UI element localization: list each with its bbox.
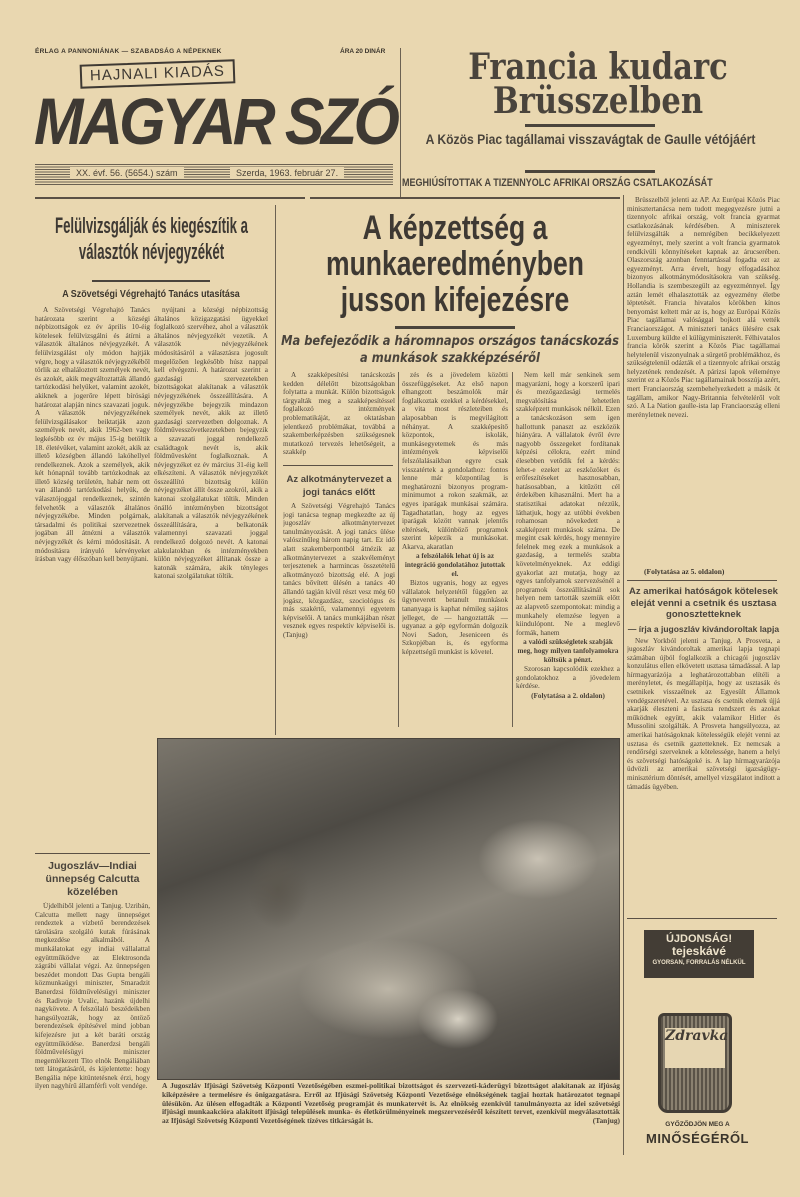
divider (627, 580, 777, 581)
price: ÁRA 20 DINÁR (340, 48, 386, 55)
divider (400, 48, 401, 198)
constitution-body: A Szövetségi Végrehajtó Tanács jogi tanácsa tegnap megkezdte az új jugoszláv alkotmánytervezet tanulmányozását. A jogi tanács ülése valószínűleg három napig tart. Ez idő alatt szakemberpontból átnézik az alkotmánytervezet a szakvéleményt terjesztenek a harmincas összetételű alkotmányozó bizottság elé. A jogi tanács bővített ülésén a tanács 40 állandó tagján kívül részt vesz még 60 jogász, közgazdász, szociológus és más szakértő, valamennyi egyetem képviselői. A tanács munkájában részt vesznek egyes respektív képviselői is. (Tanjug) (283, 502, 395, 639)
left-article-body-2: nyújtani a községi népbizottság általános közigazgatási ügyekkel foglalkozó szervéhez, ahol a választók általános névjegyzékét vezetik. A választók névjegyzékének módosításáról a választásra jogosult megelőzően legkésőbb húsz nappal kell elvégezni. A határozat szerint a gazdasági szervezetekben bizottságokat alakítanak a választók névjegyzékének összeállítására. A névjegyzékbe bejegyzik mindazon személyek nevét, akik az illető gazdasági szervezetben dolgoznak. A földművesszövetkezetekben bejegyzik a szavazati joggal rendelkező családtagok nevét is, akik földművesként foglalkoznak. A névjegyzéket ez év március 31-éig kell elkészíteni. A választók névjegyzékét összeállító bizottság külön névjegyzéket állít össze azokról, akik a katonai szolgálatukat töltik. Minden önálló intézményben bizottságot alakítanak a választók névjegyzékének összeállítására, a belkatonák valamennyi szavazati joggal rendelkező dolgozó nevét. A katonai alakulatokban és intézményekben külön névjegyzéket állítanak össze a katonák számára, akik tényleges katonai szolgálatukat töltik. (154, 306, 268, 581)
left-article-body-1: A Szövetségi Végrehajtó Tanács határozata szerint a községi népbizottságok ez év április 10-éig kötelesek felülvizsgálni és átírni a választók általános névjegyzékét. A felülvizsgálást oly módon hajtják végre, hogy a választók névjegyzékéből törlik az elhaláloztott személyek nevét, és azokét, akik megváltoztatták állandó tartózkodási helyüket, valamint azokét, akiknek a jogerőre lépett bírósági határozat alapján nincs szavazati joguk. A választók névjegyzékének felülvizsgálásakor beiktatják azon személyek nevét, akik 1962-ben vagy legkésőbb ez év május 15-ig betöltik 18. életévüket, valamint azokét, akik az illető községben állandó lakóhellyel rendelkeznek. Azok a személyek, akik két hónapnál tovább tartózkodnak az illető község területén, habár nem ott van állandó tartózkodási helyük, de választójoggal rendelkeznek, szintén felvehetők a választók általános névjegyzékébe. Minden polgárnak, társadalmi és politikai szervezetnek jogában áll átnézni a választók névjegyzékét és kérni módosítását. A módosításra irányuló kérvényeket írásban vagy élőszóban kell benyújtani. (35, 306, 150, 564)
ad-bubble: ÚJDONSÁG! tejeskávé GYORSAN, FORRALÁS NÉLKÜL (644, 930, 754, 978)
lead-subheadline: A Közös Piac tagállamai visszavágtak de Gaulle vétójáért (425, 132, 756, 147)
divider (398, 372, 399, 727)
masthead-tagline: ÉRLAG A PANNONIÁNAK — SZABADSÁG A NÉPEKNEK (35, 48, 222, 55)
divider (92, 280, 210, 282)
divider (35, 197, 305, 199)
caption-credit: (Tanjug) (592, 1116, 620, 1126)
us-article (627, 586, 780, 916)
center-col-2: zés és a jövedelem közötti összefüggéseket. Az első napon elhangzott beszámolók már foglalkoztak ezekkel a kérdésekkel, a vita most részleteiben és alaposabban is megvilágított néhányat. A szakképesítő központok, iskolák, munkásegyetemek és más intézmények képviselői felszólalásaikban egyre csak visszatértek a gondolathoz: fontos lenne már központilag is meghatározni bizonyos program-minimumot a rokon szakmák, az egyes iparágak munkásai számára. Tagadhatatlan, hogy az egyes iparágak között vannak jelentős eltérések, különböző programok szerint képezik a munkásokat. Akarva, akaratlan a felszólalók lehat új is az integráció gondolatához jutottak el. Biztos ugyanis, hogy az egyes vállalatok helyzetétől függően az ügyneverett betanult munkások tananyaga is kaphat némileg sajátos jelleget, de — hangoztatták — ugyanaz a gép egyformán dolgozik Novi Sadon, Jeseniceen és Szkopjéban is, és egyforma képzettségű munkást is követel. (402, 371, 508, 656)
lead-headline: Francia kudarc Brüsszelben (468, 46, 728, 122)
issue-number: XX. évf. 56. (5654.) szám (70, 167, 184, 179)
lead-kicker: MEGHIÚSÍTOTTAK A TIZENNYOLC AFRIKAI ORSZÁG CSATLAKOZÁSÁT (402, 177, 713, 189)
constitution-article (283, 473, 395, 727)
ad-tagline: GYŐZŐDJÖN MEG A (665, 1121, 730, 1128)
ad-quality: MINŐSÉGÉRŐL (645, 1131, 749, 1146)
edition-stamp: HAJNALI KIADÁS (80, 59, 236, 88)
lead-continued: (Folytatása az 5. oldalon) (644, 567, 725, 576)
us-article-subheadline: — írja a jugoszláv kivándoroltak lapja (627, 623, 780, 634)
constitution-headline: Az alkotmánytervezet a jogi tanács előtt (286, 474, 392, 498)
center-col-1: A szakképesítési tanácskozás kedden délelőtt bizottságokban folytatta a munkát. Külön bizottságok tárgyalták meg a szakképesítéssel foglalkozó intézmények problematikáját, az oktatásban jelentkező problémákat, továbbá a szakemberképzésben szükségesnek mutatkozó tervezés lehetőségeit, a szakkép (283, 371, 395, 457)
divider (275, 205, 276, 735)
india-article-headline: Jugoszláv—Indiai ünnepség Calcutta közelében (45, 860, 140, 898)
divider (525, 170, 655, 173)
divider (623, 195, 624, 1155)
us-article-body: New Yorkból jelenti a Tanjug. A Prosveta, a jugoszláv kivándoroltak amerikai lapja tegnapi számában újból foglalkozik a chicagói jugoszláv konzulátus ellen elkövetett usztasa támadással. A lap hírmagyarázója a leghatározottabban elítéli a merényletet, és megállapítja, hogy az usztasák és csetnikek visszaélnek az Egyesült Államok vendégszeretével. Az usztasa és csetnik elemek újjá akarják éleszteni a fasiszta rendszert és azokat működnek együtt, akik valamikor Hitler és Mussolini szolgálták. A Prosveta hangsúlyozza, az amerikai hatóságoknak kötelességük elejét venni az usztasa és csetnik gaztetteknek. Ez nemcsak a rendőrségi szerveknek a kötelessége, hanem a helyi és szövetségi hatóságoké is. A lap hírmagyarázója üdvözli az amerikai szövetségi igazságügy-minisztérium döntését, amellyel vizsgálatot indított a támadás ügyében. (627, 636, 780, 791)
divider (512, 372, 513, 727)
newspaper-title: MAGYAR SZÓ (34, 84, 397, 158)
lead-body: Brüsszelből jelenti az AP. Az Európai Közös Piac minisztertanácsa nem tudott megegyezésre jutni a tizennyolc afrikai ország, volt francia gyarmat csatlakozásának kérdésében. A miniszterek felülvizsgálták a nemrégiben becikkelyezett egyezményt, mely szerint a volt francia gyarmatok rendkívüli könnyítéseket kapnak az árucserében. Olaszország azonban fenntartással fogadta ezt az egyezményt. Arra érvelt, hogy elfogadásához bizonyos alkotmánymódosításokra van szükség. Hollandia is szembeszegült az egyezménnyel. Így aztán lemét elhalasztották az egyezmény életbe léptetését. Francia hivatalos körökben kínos benyomást keltett már az is, hogy az Európai Közös Piac tagállamai valósággal bojkott alá vették Franciaországot. A miniszteri tanács ülésére csak Luxemburg küldte el külügyminiszterét. Félhivatalos francia körök szerint a Közös Piac tagállamai helytelenül viszonyulnak a sürgető problémákhoz, és szükségtelenül odázták el a tizennyolc afrikai ország helyzetének rendezését. A párizsi lapok véleménye szerint ez a Közös Piac tagállamainak bosszúja azért, mert Franciaország szembehelyezkedett a másik öt tagállam, amikor Nagy-Britannia felvételéről volt szó. A La Nation gaulle-ista lap Franciaország elleni merényletnek nevezi. (627, 196, 780, 419)
center-col-3: Nem kell már senkinek sem magyarázni, hogy a korszerű ipari és mezőgazdasági termelés megvalósítása lehetetlen szakképzett munkások nélkül. Ezen a tanácskozáson sem igen hallottunk panaszt az eszközök hiányára. A vállalatok évről évre nagyobb összegeket fordítanak képzési célokra, ezért mind élesebben vetődik fel a kérdés: lehet-e ezeket az eszközöket és erőfeszítéseket hasznosabban, hatásosabban, a kitűzött cél érdekében kihasználni. Mert ha a statisztikai adatokat nézzük, láthatjuk, hogy az utóbbi években rohamosan növekedett a szakképzett munkások száma. De megint csak kérdés, hogy mennyire felelnek meg ezek a munkások a gazdaság, a termelés szabta követelményeknek. Az eddigi gyakorlat azt mutatja, hogy az egyes tanfolyamok szervezésénél a programok összeállításánál sok helyen nem tartották szemük előtt az alapvető szempontokat: mindig a munkahely elemzése legyen a kiindulópont. Ne a meglevő formák, hanem a valódi szükségletek szabják meg, hogy milyen tanfolyamokra költsük a pénzt. Szorosan kapcsolódik ezekhez a gondolatokhoz a jövedelem kérdése. (Folytatása a 2. oldalon) (516, 371, 620, 700)
divider (395, 326, 515, 329)
divider (627, 918, 777, 919)
divider (525, 124, 655, 127)
ad-brand: Zdravka (665, 1028, 725, 1068)
left-article-subheadline: A Szövetségi Végrehajtó Tanács utasítása (62, 288, 240, 300)
us-article-headline: Az amerikai hatóságok kötelesek eleját venni a csetnik és usztasa gonosztetteknek (629, 586, 778, 620)
india-article-body: Újdelhiből jelenti a Tanjug. Uzribán, Calcutta mellett nagy ünnepséget rendeztek a vízbető berendezések tárolására szolgáló kutak fúrásának megkezdése alkalmából. A munkálatokat egy indiai vállalattal együttműködve az Elektrosonda zágrábi vállalat végzi. Az ünnepségen beszédet mondott Das Gupta bengáli közmunkaügyi miniszter, Smaradzit Banerdzsi földművelésügyi miniszter és Radivoje Uvalic, hazánk újdelhi nagykövete. A felszólaló beszédeikben hangsúlyozták, hogy az öntöző berendezések építésével mind jobban kifejezésre jut a két baráti ország együttműködése. Banerdzsi bengáli földművelésügyi miniszter megemlékezett Tito elnök Bengáliában tett látogatásáról, és kijelentette: hogy Bengália népe kitüntetésnek érzi, hogy ilyen nagyhírű államférfi volt vendége. (35, 902, 150, 1091)
advertisement (640, 925, 780, 1155)
divider (283, 465, 393, 466)
center-article-subheadline: Ma befejeződik a háromnapos országos tanácskozás a munkások szakképzéséről (281, 334, 619, 366)
coffee-can-image (658, 1013, 732, 1113)
divider (310, 197, 620, 199)
left-article-headline: Felülvizsgálják és kiegészítik a választók névjegyzékét (55, 213, 248, 264)
divider (35, 853, 150, 854)
issue-date: Szerda, 1963. február 27. (230, 167, 344, 179)
photo-caption: A Jugoszláv Ifjúsági Szövetség Központi Vezetőségében eszmei-politikai bizottságot és szervezeti-káderügyi bizottságot alakítanak az ifjúság kiképzésére a termelésre és önigazgatásra. Erről az Ifjúsági Szövetség Központi Vezetősége elnökségének tagjai hoztak határozatot tegnapi ülésükön. Az ülésen elfogadták a Központi Vezetőség programját és munkatervét is. Az elnökség ezenkívül tanulmányozta az idei szövetségi ifjúsági munkaakcióra alakított ifjúsági települések munka- és életkörülményeinek megszervezéséről készített tervet, ezenkívül megválasztották az Ifjúsági Szövetség Központi Vezetőségének tízéves titkárságát is. (Tanjug) (162, 1081, 620, 1126)
center-article-headline: A képzettség a munkaeredményben jusson kifejezésre (326, 209, 584, 319)
news-photo (157, 738, 620, 1080)
india-article (35, 860, 150, 1192)
issue-bar (35, 163, 393, 185)
